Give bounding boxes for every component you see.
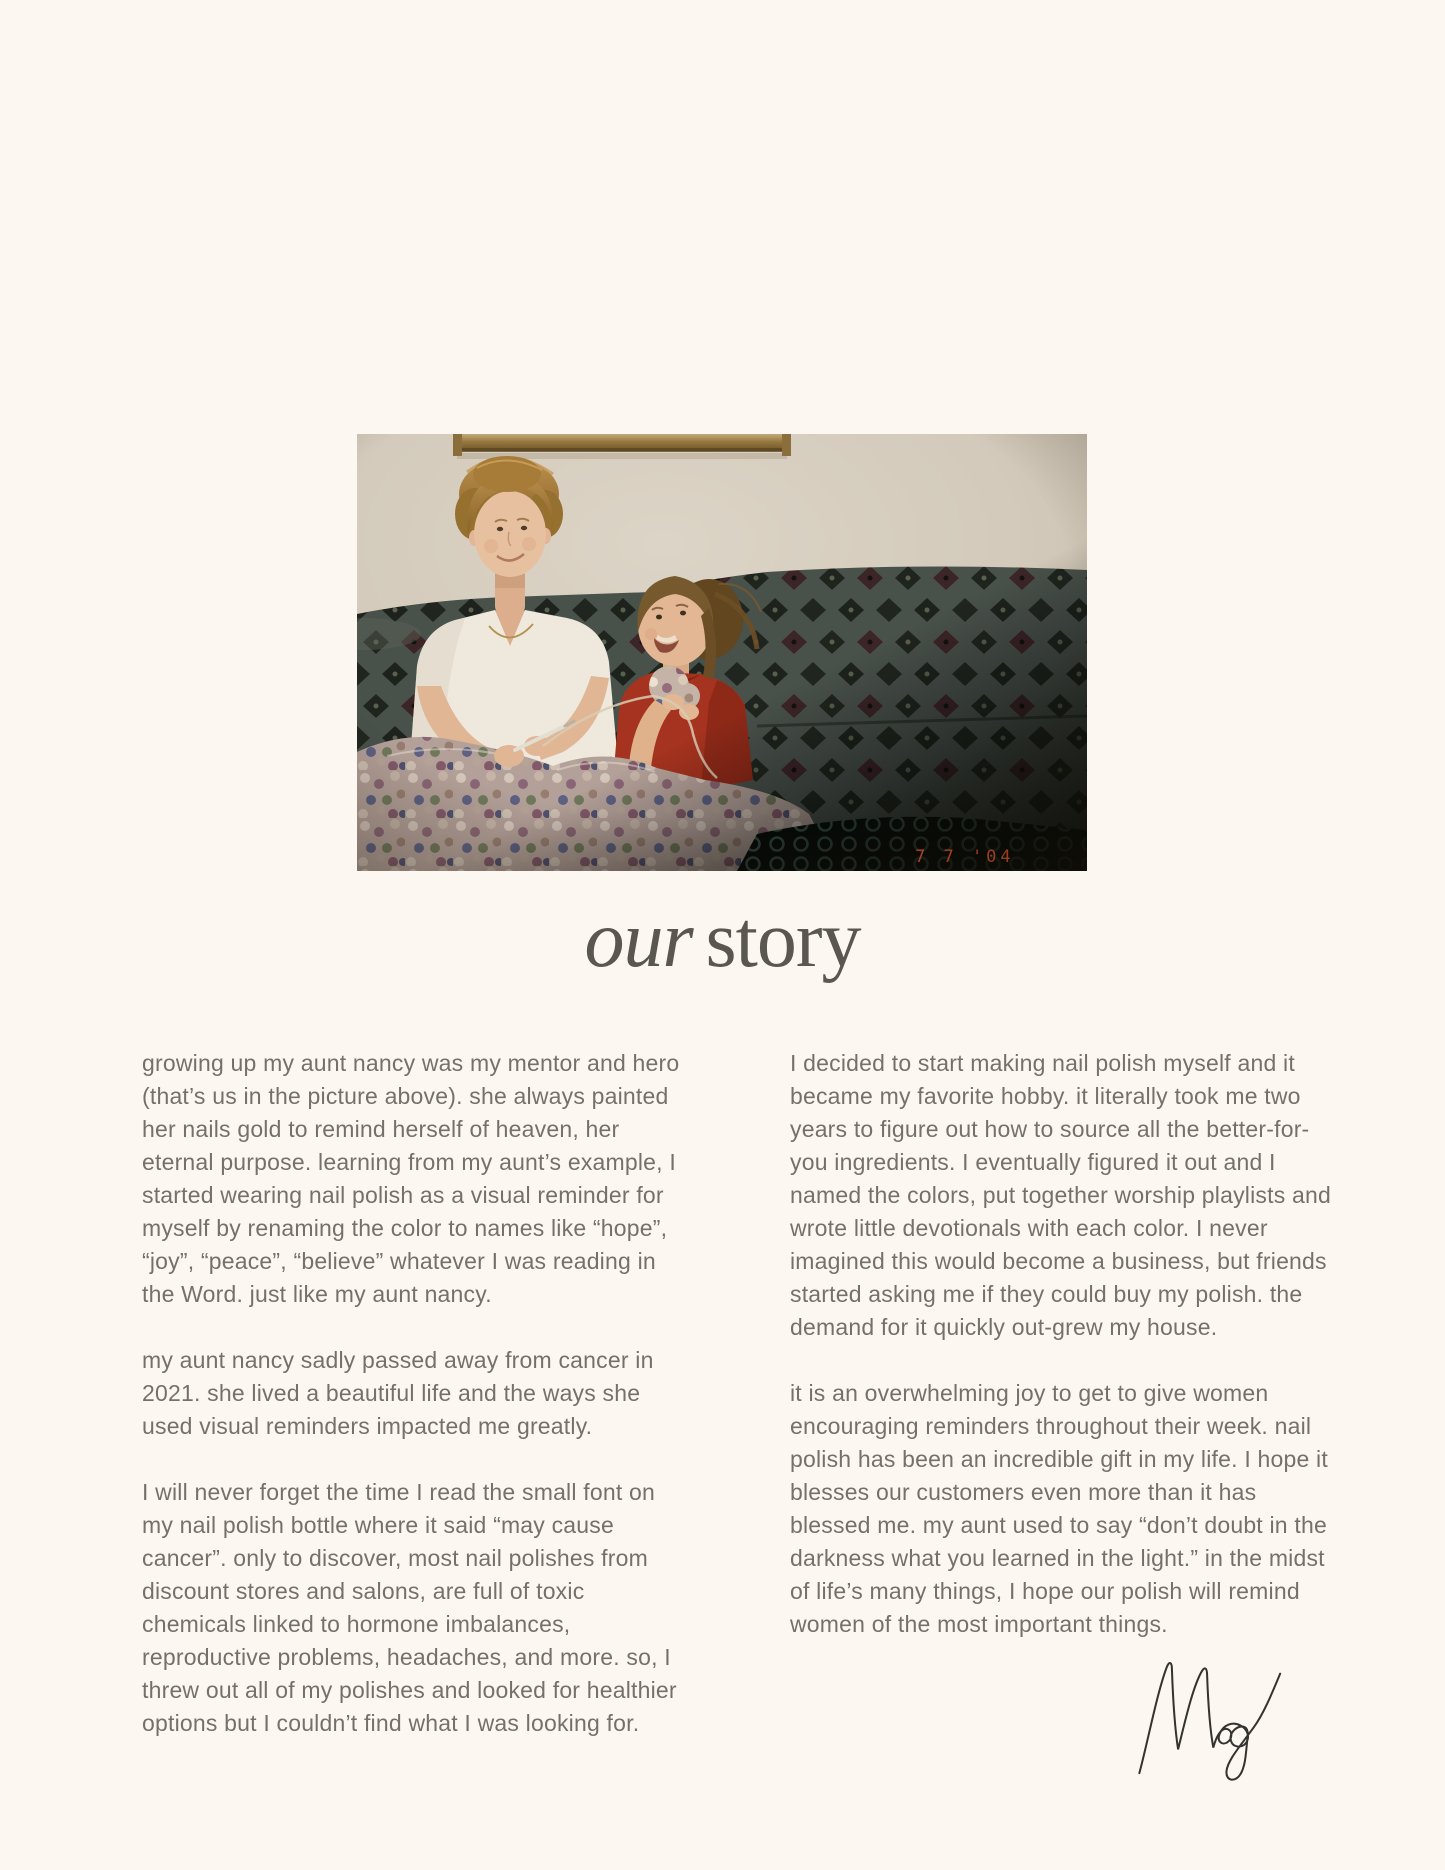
story-column-right <box>790 1047 1338 1781</box>
paragraph-making-polish: I decided to start making nail polish myself and it became my favorite hobby. it literally took me two years to figure out how to source all the better-for-you ingredients. I eventually figured it out and I named the colors, put together worship playlists and wrote little devotionals with each color. I never imagined this would become a business, but friends started asking me if they could buy my polish. the demand for it quickly out-grew my house. <box>790 1050 1331 1340</box>
page-title <box>0 896 1445 984</box>
signature-path <box>1139 1663 1280 1780</box>
page-title-story: story <box>705 896 861 984</box>
signature <box>790 1649 1338 1781</box>
paragraph-overwhelming-joy: it is an overwhelming joy to get to give women encouraging reminders throughout their week. nail polish has been an incredible gift in my life. I hope it blesses our customers even more than it has blessed me. my aunt used to say “don’t doubt in the darkness what you learned in the light.” in the midst of life’s many things, I hope our polish will remind women of the most important things. <box>790 1380 1328 1637</box>
family-photo <box>357 434 1087 871</box>
paragraph-growing-up: growing up my aunt nancy was my mentor and hero (that’s us in the picture above). she always painted her nails gold to remind herself of heaven, her eternal purpose. learning from my aunt’s example, I started wearing nail polish as a visual reminder for myself by renaming the color to names like “hope”, “joy”, “peace”, “believe” whatever I was reading in the Word. just like my aunt nancy. <box>142 1050 680 1307</box>
page-title-our: our <box>584 896 693 984</box>
story-column-left <box>142 1047 690 1781</box>
paragraph-aunt-passed: my aunt nancy sadly passed away from cancer in 2021. she lived a beautiful life and the ways she used visual reminders impacted me greatly. <box>142 1347 654 1439</box>
story-text <box>142 1047 1338 1781</box>
signature-meg <box>1124 1649 1292 1781</box>
photo-vignette <box>357 434 1087 871</box>
paragraph-toxic-polish: I will never forget the time I read the small font on my nail polish bottle where it said “may cause cancer”. only to discover, most nail polishes from discount stores and salons, are full of toxic chemicals linked to hormone imbalances, reproductive problems, headaches, and more. so, I threw out all of my polishes and looked for healthier options but I couldn’t find what I was looking for. <box>142 1479 677 1736</box>
